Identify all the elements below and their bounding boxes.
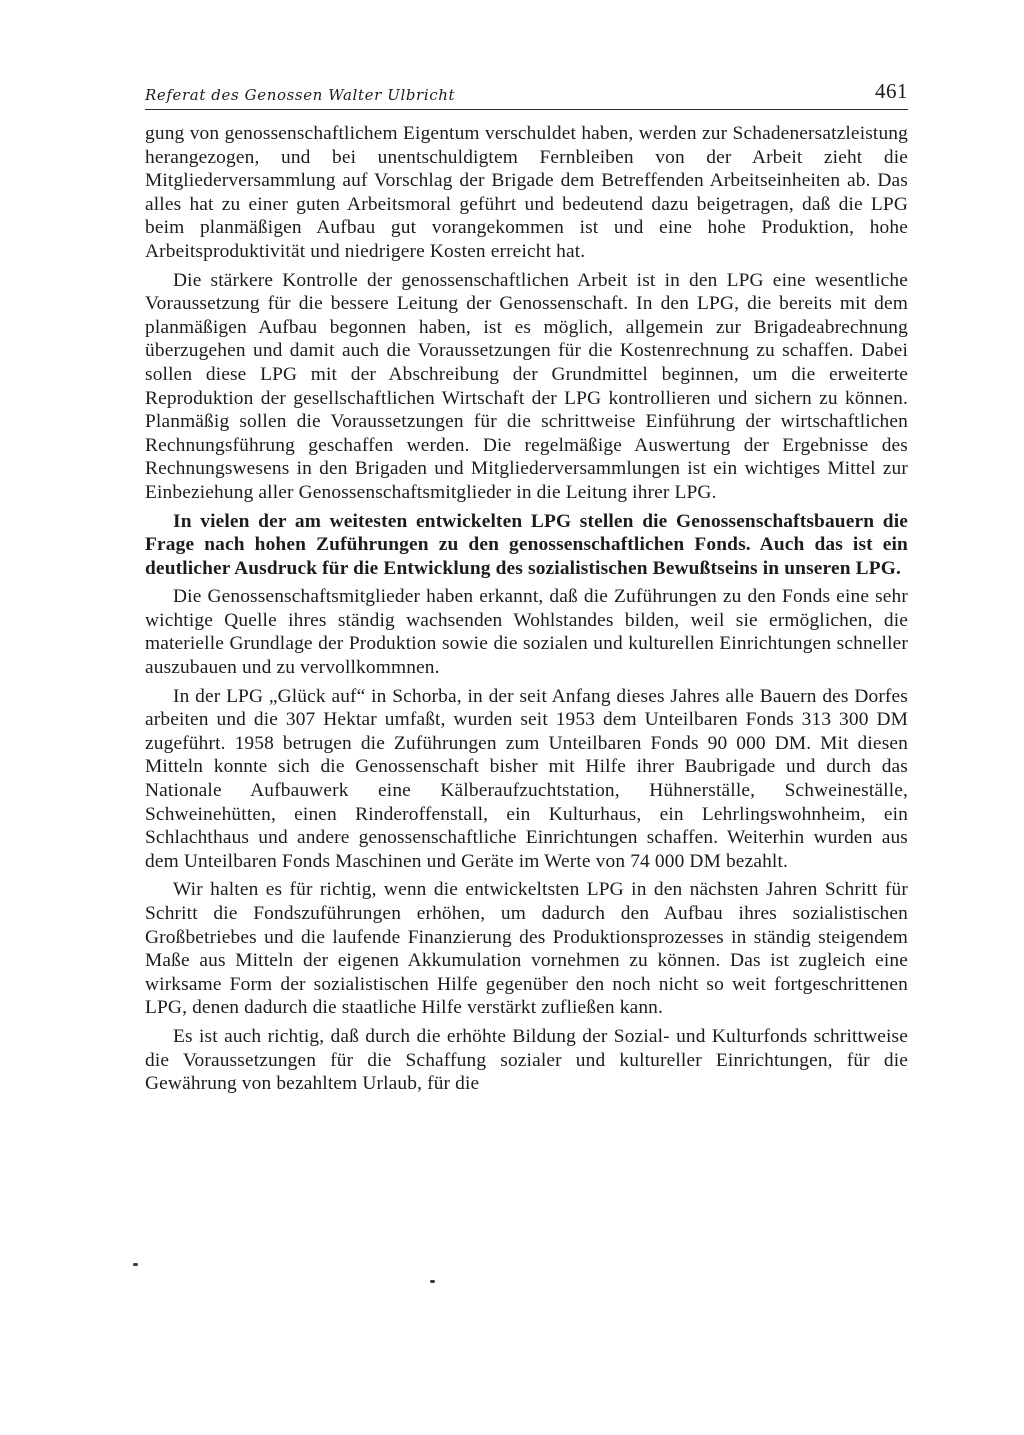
paragraph-5: In der LPG „Glück auf“ in Schorba, in der seit Anfang dieses Jahres alle Bauern des Dorfes arbeiten und die 307 Hektar umfaßt, wurden seit 1953 dem Unteilbaren Fonds 313 300 DM zugeführt. 1958 betrugen die Zuführungen zum Unteilbaren Fonds 90 000 DM. Mit diesen Mitteln konnte sich die Genossenschaft bisher mit Hilfe ihrer Baubrigade und durch das Nationale Aufbauwerk eine Kälberaufzuchtstation, Hühnerställe, Schweineställe, Schweinehütten, einen Rinderoffenstall, ein Kulturhaus, ein Lehrlingswohnheim, ein Schlachthaus und andere genossenschaftliche Einrichtungen schaffen. Weiterhin wurden aus dem Unteilbaren Fonds Maschinen und Geräte im Werte von 74 000 DM bezahlt. xyxy=(145,685,908,872)
running-header xyxy=(145,74,908,110)
paragraph-2: Die stärkere Kontrolle der genossenschaftlichen Arbeit ist in den LPG eine wesentliche Voraussetzung für die bessere Leitung der Genossenschaft. In den LPG, die bereits mit dem planmäßigen Aufbau begonnen haben, ist es möglich, allgemein zur Brigadeabrechnung überzugehen und damit auch die Voraussetzungen für die Kostenrechnung zu schaffen. Dabei sollen diese LPG mit der Abschreibung der Grundmittel beginnen, um die erweiterte Reproduktion der gesellschaftlichen Wirtschaft der LPG kontrollieren und sichern zu können. Planmäßig sollen die Voraussetzungen für die schrittweise Einführung der wirtschaftlichen Rechnungsführung geschaffen werden. Die regelmäßige Auswertung der Ergebnisse des Rechnungswesens in den Brigaden und Mitgliederversammlungen ist ein wichtiges Mittel zur Einbeziehung aller Genossenschaftsmitglieder in die Leitung ihrer LPG. xyxy=(145,269,908,503)
scan-speck xyxy=(133,1263,138,1266)
paragraph-1: gung von genossenschaftlichem Eigentum verschuldet haben, werden zur Schadenersatzleistung herangezogen, und bei unentschuldigtem Fernbleiben von der Arbeit zieht die Mitgliederversammlung auf Vorschlag der Brigade dem Betreffenden Arbeitseinheiten ab. Das alles hat zu einer guten Arbeitsmoral geführt und bedeutend dazu beigetragen, daß die LPG beim planmäßigen Aufbau gut vorangekommen ist und eine hohe Produktion, hohe Arbeitsproduktivität und niedrigere Kosten erreicht hat. xyxy=(145,123,908,262)
body-text xyxy=(145,122,908,1096)
paragraph-3-bold: In vielen der am weitesten entwickelten LPG stellen die Genossenschaftsbauern die Frage nach hohen Zuführungen zu den genossenschaftlichen Fonds. Auch das ist ein deutlicher Ausdruck für die Entwicklung des sozialistischen Bewußtseins in unseren LPG. xyxy=(145,510,908,579)
paragraph-6: Wir halten es für richtig, wenn die entwickeltsten LPG in den nächsten Jahren Schritt für Schritt die Fondszuführungen erhöhen, um dadurch den Aufbau ihres sozialistischen Großbetriebes und die laufende Finanzierung des Produktionsprozesses in ständig steigendem Maße aus Mitteln der eigenen Akkumulation vornehmen zu können. Das ist zugleich eine wirksame Form der sozialistischen Hilfe gegenüber den noch nicht so weit fortgeschrittenen LPG, denen dadurch die staatliche Hilfe verstärkt zufließen kann. xyxy=(145,879,908,1019)
paragraph-7: Es ist auch richtig, daß durch die erhöhte Bildung der Sozial- und Kulturfonds schrittweise die Voraussetzungen für die Schaffung sozialer und kultureller Einrichtungen, für die Gewährung von bezahltem Urlaub, für die xyxy=(145,1025,908,1095)
page-number: 461 xyxy=(875,79,908,103)
scan-speck xyxy=(430,1280,435,1283)
paragraph-4: Die Genossenschaftsmitglieder haben erkannt, daß die Zuführungen zu den Fonds eine sehr wichtige Quelle ihres ständig wachsenden Wohlstandes bilden, weil sie ermöglichen, die materielle Grundlage der Produktion sowie die sozialen und kulturellen Einrichtungen schneller auszubauen und zu vervollkommnen. xyxy=(145,586,908,679)
running-header-title: Referat des Genossen Walter Ulbricht xyxy=(145,86,456,104)
